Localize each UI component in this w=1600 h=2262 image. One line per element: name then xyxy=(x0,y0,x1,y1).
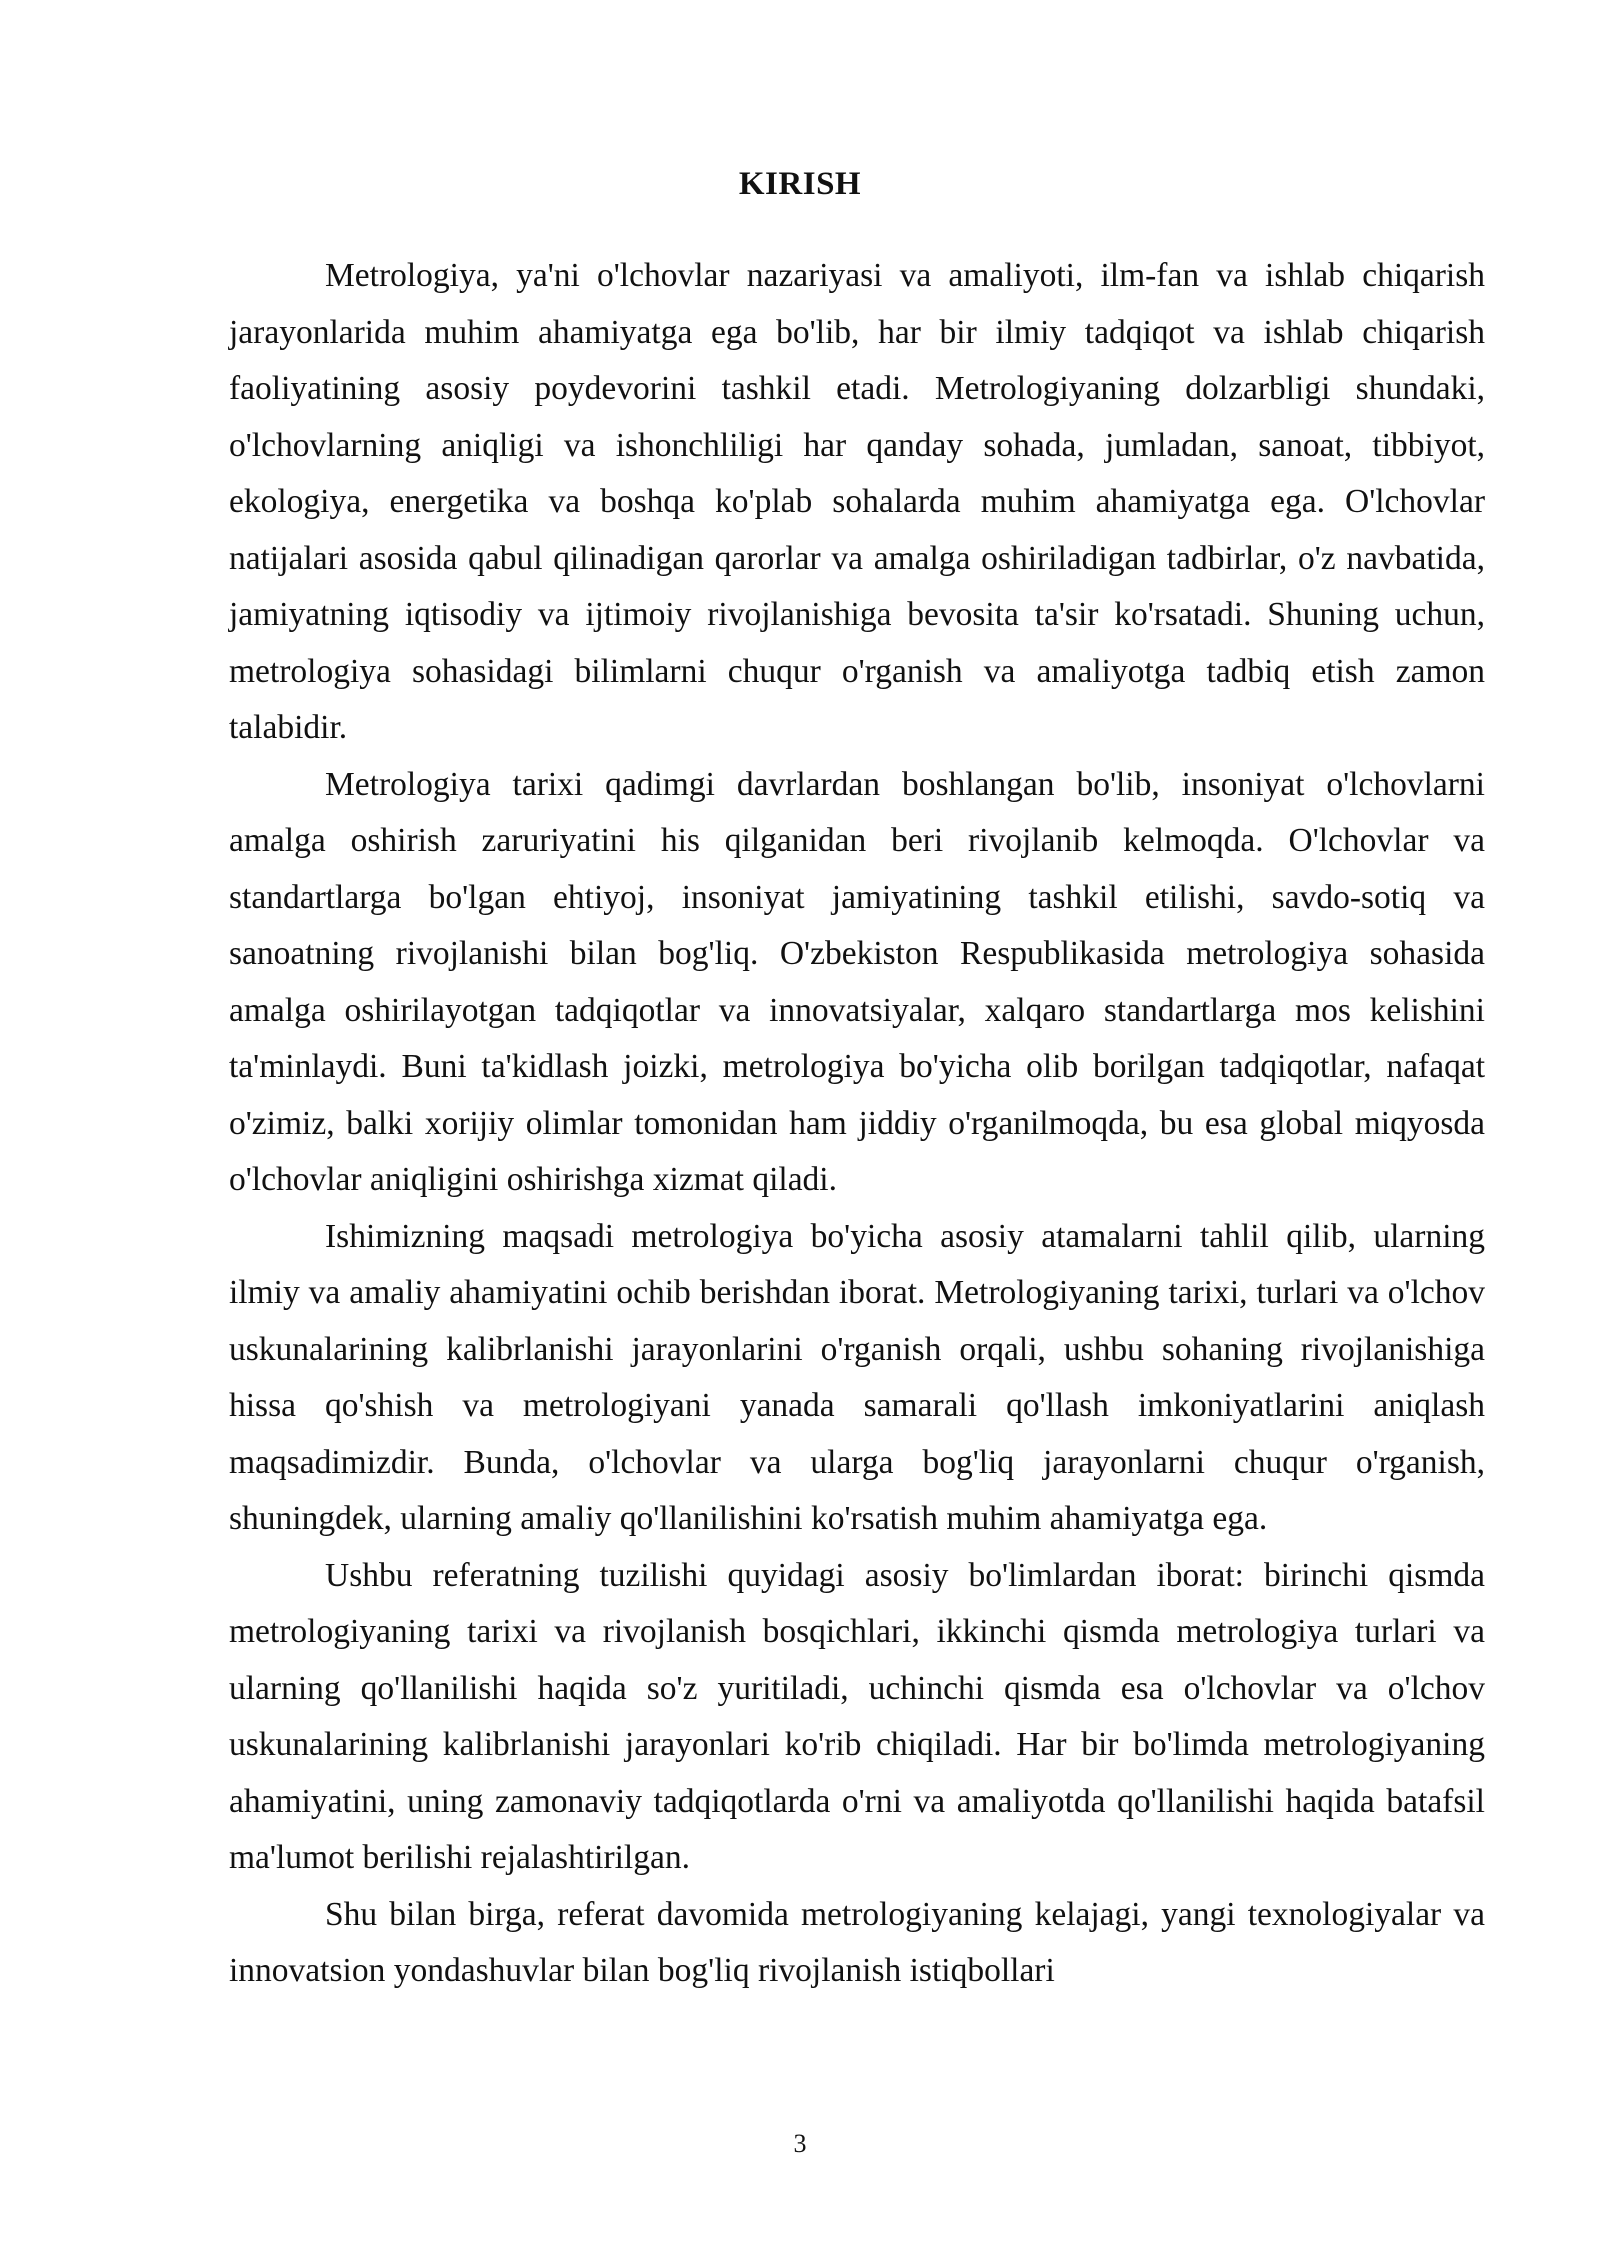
paragraph-1: Metrologiya, ya'ni o'lchovlar nazariyasi va amaliyoti, ilm-fan va ishlab chiqarish jarayonlarida muhim ahamiyatga ega bo'lib, har bir ilmiy tadqiqot va ishlab chiqarish faoliyatining asosiy poydevorini tashkil etadi. Metrologiyaning dolzarbligi shundaki, o'lchovlarning aniqligi va ishonchliligi har qanday sohada, jumladan, sanoat, tibbiyot, ekologiya, energetika va boshqa ko'plab sohalarda muhim ahamiyatga ega. O'lchovlar natijalari asosida qabul qilinadigan qarorlar va amalga oshiriladigan tadbirlar, o'z navbatida, jamiyatning iqtisodiy va ijtimoiy rivojlanishiga bevosita ta'sir ko'rsatadi. Shuning uchun, metrologiya sohasidagi bilimlarni chuqur o'rganish va amaliyotga tadbiq etish zamon talabidir. xyxy=(229,257,1485,746)
paragraph-2: Metrologiya tarixi qadimgi davrlardan boshlangan bo'lib, insoniyat o'lchovlarni amalga oshirish zaruriyatini his qilganidan beri rivojlanib kelmoqda. O'lchovlar va standartlarga bo'lgan ehtiyoj, insoniyat jamiyatining tashkil etilishi, savdo-sotiq va sanoatning rivojlanishi bilan bog'liq. O'zbekiston Respublikasida metrologiya sohasida amalga oshirilayotgan tadqiqotlar va innovatsiyalar, xalqaro standartlarga mos kelishini ta'minlaydi. Buni ta'kidlash joizki, metrologiya bo'yicha olib borilgan tadqiqotlar, nafaqat o'zimiz, balki xorijiy olimlar tomonidan ham jiddiy o'rganilmoqda, bu esa global miqyosda o'lchovlar aniqligini oshirishga xizmat qiladi. xyxy=(229,765,1485,1198)
page-number: 3 xyxy=(793,2129,807,2158)
paragraph-5: Shu bilan birga, referat davomida metrologiyaning kelajagi, yangi texnologiyalar va innovatsion yondashuvlar bilan bog'liq rivojlanish istiqbollari xyxy=(229,1895,1485,1989)
body-text xyxy=(229,248,1485,2000)
paragraph-3: Ishimizning maqsadi metrologiya bo'yicha asosiy atamalarni tahlil qilib, ularning ilmiy va amaliy ahamiyatini ochib berishdan iborat. Metrologiyaning tarixi, turlari va o'lchov uskunalarining kalibrlanishi jarayonlarini o'rganish orqali, ushbu sohaning rivojlanishiga hissa qo'shish va metrologiyani yanada samarali qo'llash imkoniyatlarini aniqlash maqsadimizdir. Bunda, o'lchovlar va ularga bog'liq jarayonlarni chuqur o'rganish, shuningdek, ularning amaliy qo'llanilishini ko'rsatish muhim ahamiyatga ega. xyxy=(229,1217,1485,1537)
section-title: KIRISH xyxy=(738,166,862,202)
paragraph-4: Ushbu referatning tuzilishi quyidagi asosiy bo'limlardan iborat: birinchi qismda metrologiyaning tarixi va rivojlanish bosqichlari, ikkinchi qismda metrologiya turlari va ularning qo'llanilishi haqida so'z yuritiladi, uchinchi qismda esa o'lchovlar va o'lchov uskunalarining kalibrlanishi jarayonlari ko'rib chiqiladi. Har bir bo'limda metrologiyaning ahamiyatini, uning zamonaviy tadqiqotlarda o'rni va amaliyotda qo'llanilishi haqida batafsil ma'lumot berilishi rejalashtirilgan. xyxy=(229,1556,1485,1876)
